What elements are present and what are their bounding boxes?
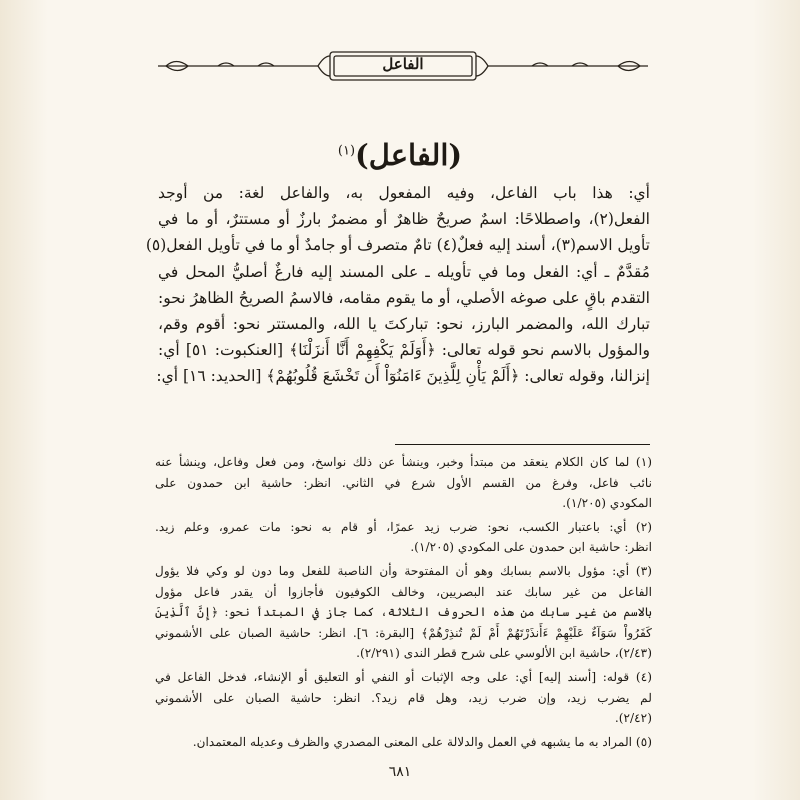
chapter-title <box>0 138 800 172</box>
footnotes <box>155 452 652 755</box>
footnote-line: انظر: حاشية ابن حمدون على المكودي (١/٢٠٥). <box>410 540 652 555</box>
chapter-title-text: (الفاعل) <box>355 138 463 172</box>
header-title: الفاعل <box>382 55 424 73</box>
chapter-footnote-ref: (١) <box>337 143 356 159</box>
footnote-line: لم يضرب زيد، وإن ضرب زيد، وهل قام زيد؟. انظر: حاشية الصبان على الأشموني <box>155 690 652 705</box>
body-line: التقدم باقٍ على صوغه الأصلي، أو ما يقوم مقامه، فالاسمُ الصريحُ الظاهرُ نحو: <box>158 288 650 307</box>
footnote-3 <box>155 561 652 664</box>
body-line: تبارك الله، والمضمر البارز، نحو: تباركتَ يا الله، والمستتر نحو: أقوم وقم، <box>158 314 650 333</box>
footnote-1 <box>155 452 652 514</box>
footnote-line: (٥) المراد به ما يشبهه في العمل والدلالة على المعنى المصدري والظرف وعديله المعتمدان. <box>192 734 652 749</box>
footnote-4 <box>155 667 652 729</box>
footnote-2 <box>155 517 652 558</box>
footnote-line: (٢/٤٣)، حاشية ابن الألوسي على شرح قطر الندى (٢/٢٩١). <box>356 646 652 661</box>
footnote-line: (٣) أي: مؤول بالاسم بسابك وهو أن المفتوحة وأن الناصبة للفعل وما دون لو وكي فلا يؤول <box>155 563 652 578</box>
body-line: مُقدَّمٌ ـ أي: الفعل وما في تأويله ـ على المسند إليه فارغٌ أصليُّ المحل في <box>158 262 650 281</box>
body-line: إنزالنا، وقوله تعالى: ﴿أَلَمْ يَأْنِ لِلَّذِينَ ءَامَنُوٓاْ أَن تَخْشَعَ قُلُوبُهُمْ﴾ [الحديد: ١٦] أي: <box>156 367 650 386</box>
footnote-line: بالاسم من غير سابك من هذه الحروف الثلاثة، كما جاز في المبتدأ نحو: ﴿إِنَّ ٱلَّذِينَ <box>155 605 652 620</box>
body-line: تأويل الاسم(٣)، أسند إليه فعلٌ(٤) تامٌ متصرف أو جامدٌ أو ما في تأويل الفعل(٥) <box>145 236 650 255</box>
footnote-line: الفاعل من غير سابك عند البصريين، وخالف الكوفيون فأجازوا أن يقدر فاعل مؤول <box>155 584 652 599</box>
footnote-divider <box>395 444 650 445</box>
footnote-line: كَفَرُواْ سَوَآءٌ عَلَيْهِمْ ءَأَنذَرْتَهُمْ أَمْ لَمْ تُنذِرْهُمْ﴾ [البقرة: ٦]. انظر: حاشية الصبان على الأشموني <box>155 625 652 640</box>
footnote-line: نائب فاعل، وفرغ من القسم الأول شرع في الثاني. انظر: حاشية ابن حمدون على <box>155 475 652 490</box>
footnote-line: (٢) أي: باعتبار الكسب، نحو: ضرب زيد عمرًا، أو قام به نحو: مات عمرو، وعلم زيد. <box>155 519 652 534</box>
body-line: أي: هذا باب الفاعل، وفيه المفعول به، والفاعل لغة: من أوجد <box>158 184 650 202</box>
footnote-line: (٤) قوله: [أسند إليه] أي: على وجه الإثبات أو النفي أو التعليق أو الإنشاء، فدخل الفاعل في <box>155 669 652 684</box>
footnote-line: (٢/٤٢). <box>614 711 652 726</box>
footnote-line: المكودي (١/٢٠٥). <box>562 496 652 511</box>
body-text <box>145 180 650 390</box>
body-line: الفعل(٢)، واصطلاحًا: اسمٌ صريحٌ ظاهرٌ أو مضمرٌ بارزٌ أو مستترٌ، أو ما في <box>158 210 650 229</box>
running-header <box>158 48 648 84</box>
footnote-5 <box>155 732 652 753</box>
body-line: والمؤول بالاسم نحو قوله تعالى: ﴿أَوَلَمْ يَكْفِهِمْ أَنَّا أَنزَلْنَا﴾ [العنكبوت: ٥١] أي: <box>158 341 650 360</box>
page-number: ٦٨١ <box>388 764 412 780</box>
footnote-line: (١) لما كان الكلام ينعقد من مبتدأ وخبر، وينشأ عن ذلك نواسخ، ومن فعل وفاعل، وينشأ عنه <box>155 455 652 469</box>
